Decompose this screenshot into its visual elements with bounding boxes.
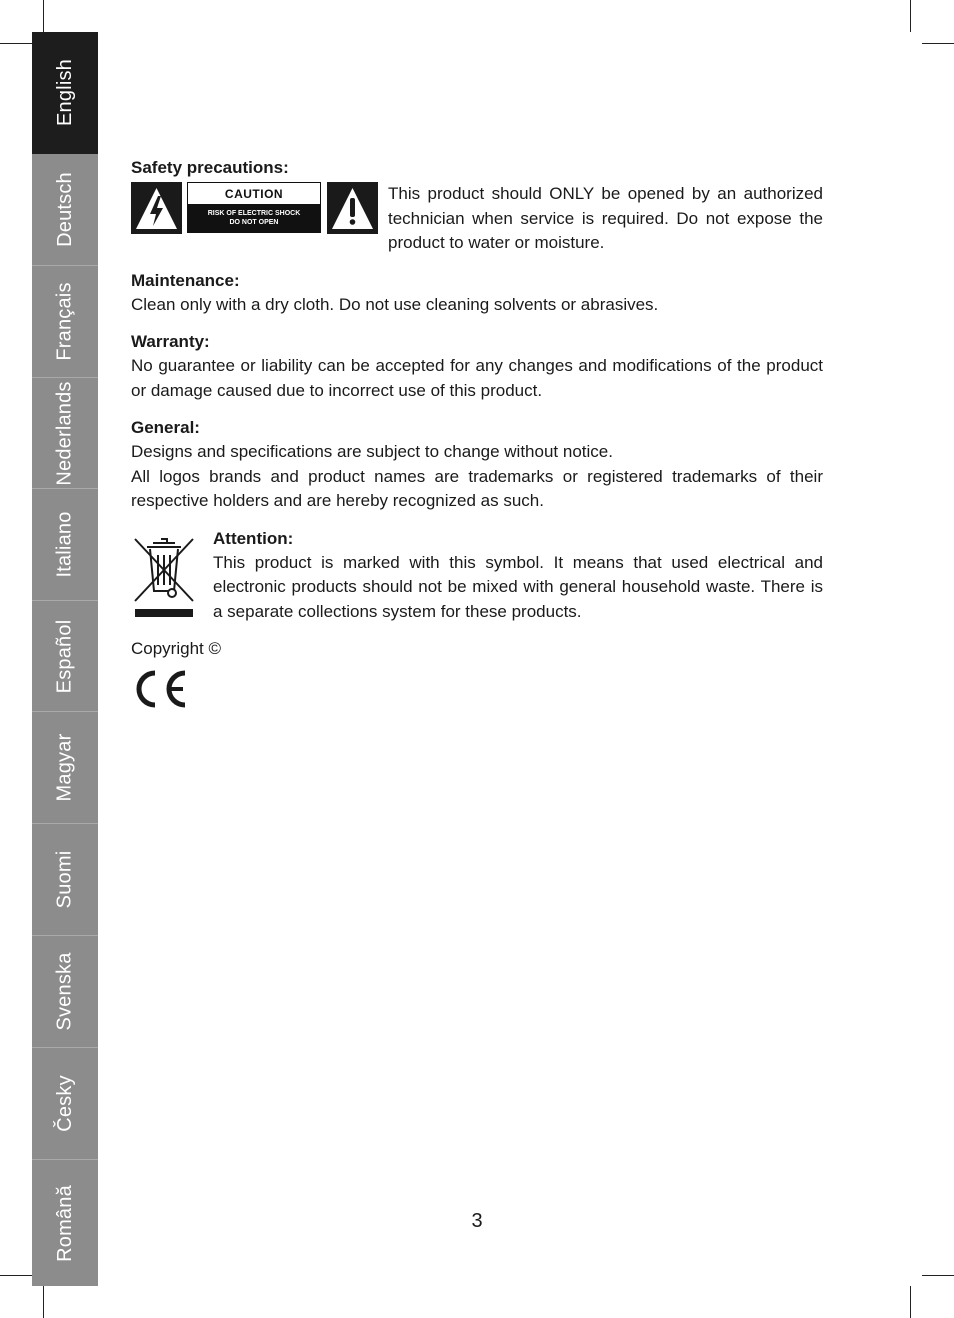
maintenance-heading: Maintenance: — [131, 270, 240, 290]
lang-tab-magyar[interactable] — [32, 712, 98, 824]
lang-tab-english[interactable] — [32, 32, 98, 154]
general-heading: General: — [131, 418, 200, 437]
crossed-out-wheelie-bin-icon — [131, 527, 197, 621]
lang-tab-label: Deutsch — [53, 172, 76, 247]
lang-tab-label: Română — [53, 1184, 76, 1262]
crop-mark — [0, 1275, 32, 1276]
crop-mark — [922, 43, 954, 44]
warranty-heading: Warranty: — [131, 332, 210, 351]
lang-tab-espanol[interactable] — [32, 601, 98, 712]
attention-text: This product is marked with this symbol. It means that used electrical and electronic products should not be mixed with general household waste. There is a separate collections system for these products. — [213, 552, 823, 621]
lang-tab-label: Italiano — [53, 511, 76, 578]
crop-mark — [43, 0, 44, 32]
safety-section — [131, 156, 823, 256]
lang-tab-label: Suomi — [53, 850, 76, 909]
crop-mark — [922, 1275, 954, 1276]
language-sidebar — [32, 32, 98, 1286]
lang-tab-label: English — [53, 59, 76, 126]
attention-row — [131, 527, 823, 625]
safety-icons — [131, 182, 388, 234]
lang-tab-francais[interactable] — [32, 266, 98, 378]
lang-tab-label: Magyar — [53, 733, 76, 802]
warranty-section — [131, 330, 823, 403]
lang-tab-label: Svenska — [53, 952, 76, 1031]
attention-section — [131, 527, 823, 625]
lang-tab-suomi[interactable] — [32, 824, 98, 936]
maintenance-text: Clean only with a dry cloth. Do not use cleaning solvents or abrasives. — [131, 294, 659, 314]
attention-text-block — [213, 527, 823, 625]
ce-mark-icon — [131, 668, 189, 710]
exclamation-warning-icon — [327, 182, 378, 234]
lang-tab-svenska[interactable] — [32, 936, 98, 1048]
lang-tab-cesky[interactable] — [32, 1048, 98, 1160]
caution-title: CAUTION — [224, 186, 284, 201]
caution-subtext-line: DO NOT OPEN — [229, 219, 279, 226]
crop-mark — [910, 1286, 911, 1318]
caution-label — [187, 182, 321, 233]
lang-tab-label: Nederlands — [53, 380, 76, 486]
copyright-text: Copyright © — [131, 639, 222, 658]
safety-heading: Safety precautions: — [131, 158, 289, 177]
caution-subtext-line: RISK OF ELECTRIC SHOCK — [207, 210, 301, 217]
lang-tab-label: Español — [53, 619, 76, 693]
lang-tab-romana[interactable] — [32, 1160, 98, 1286]
crop-mark — [0, 43, 32, 44]
lang-tab-label: Česky — [53, 1075, 76, 1132]
manual-content — [131, 156, 823, 715]
maintenance-section — [131, 269, 823, 318]
electric-shock-warning-icon — [131, 182, 182, 234]
general-text: Designs and specifications are subject to change without notice. — [131, 442, 613, 461]
lang-tab-nederlands[interactable] — [32, 378, 98, 489]
lang-tab-label: Français — [53, 282, 76, 361]
crop-mark — [910, 0, 911, 32]
crop-mark — [43, 1286, 44, 1318]
warranty-text: No guarantee or liability can be accepted for any changes and modifications of the product or damage caused due to incorrect use of this product. — [131, 356, 823, 400]
caution-subtext — [188, 204, 320, 232]
attention-heading: Attention: — [213, 528, 294, 548]
general-section — [131, 416, 823, 514]
page-number: 3 — [471, 1210, 483, 1232]
lang-tab-deutsch[interactable] — [32, 154, 98, 266]
general-text: All logos brands and product names are trademarks or registered trademarks of their respective holders and are hereby recognized as such. — [131, 466, 823, 510]
lang-tab-italiano[interactable] — [32, 489, 98, 601]
safety-row — [131, 180, 823, 256]
safety-text: This product should ONLY be opened by an authorized technician when service is required. Do not expose the product to water or moisture. — [388, 184, 823, 252]
